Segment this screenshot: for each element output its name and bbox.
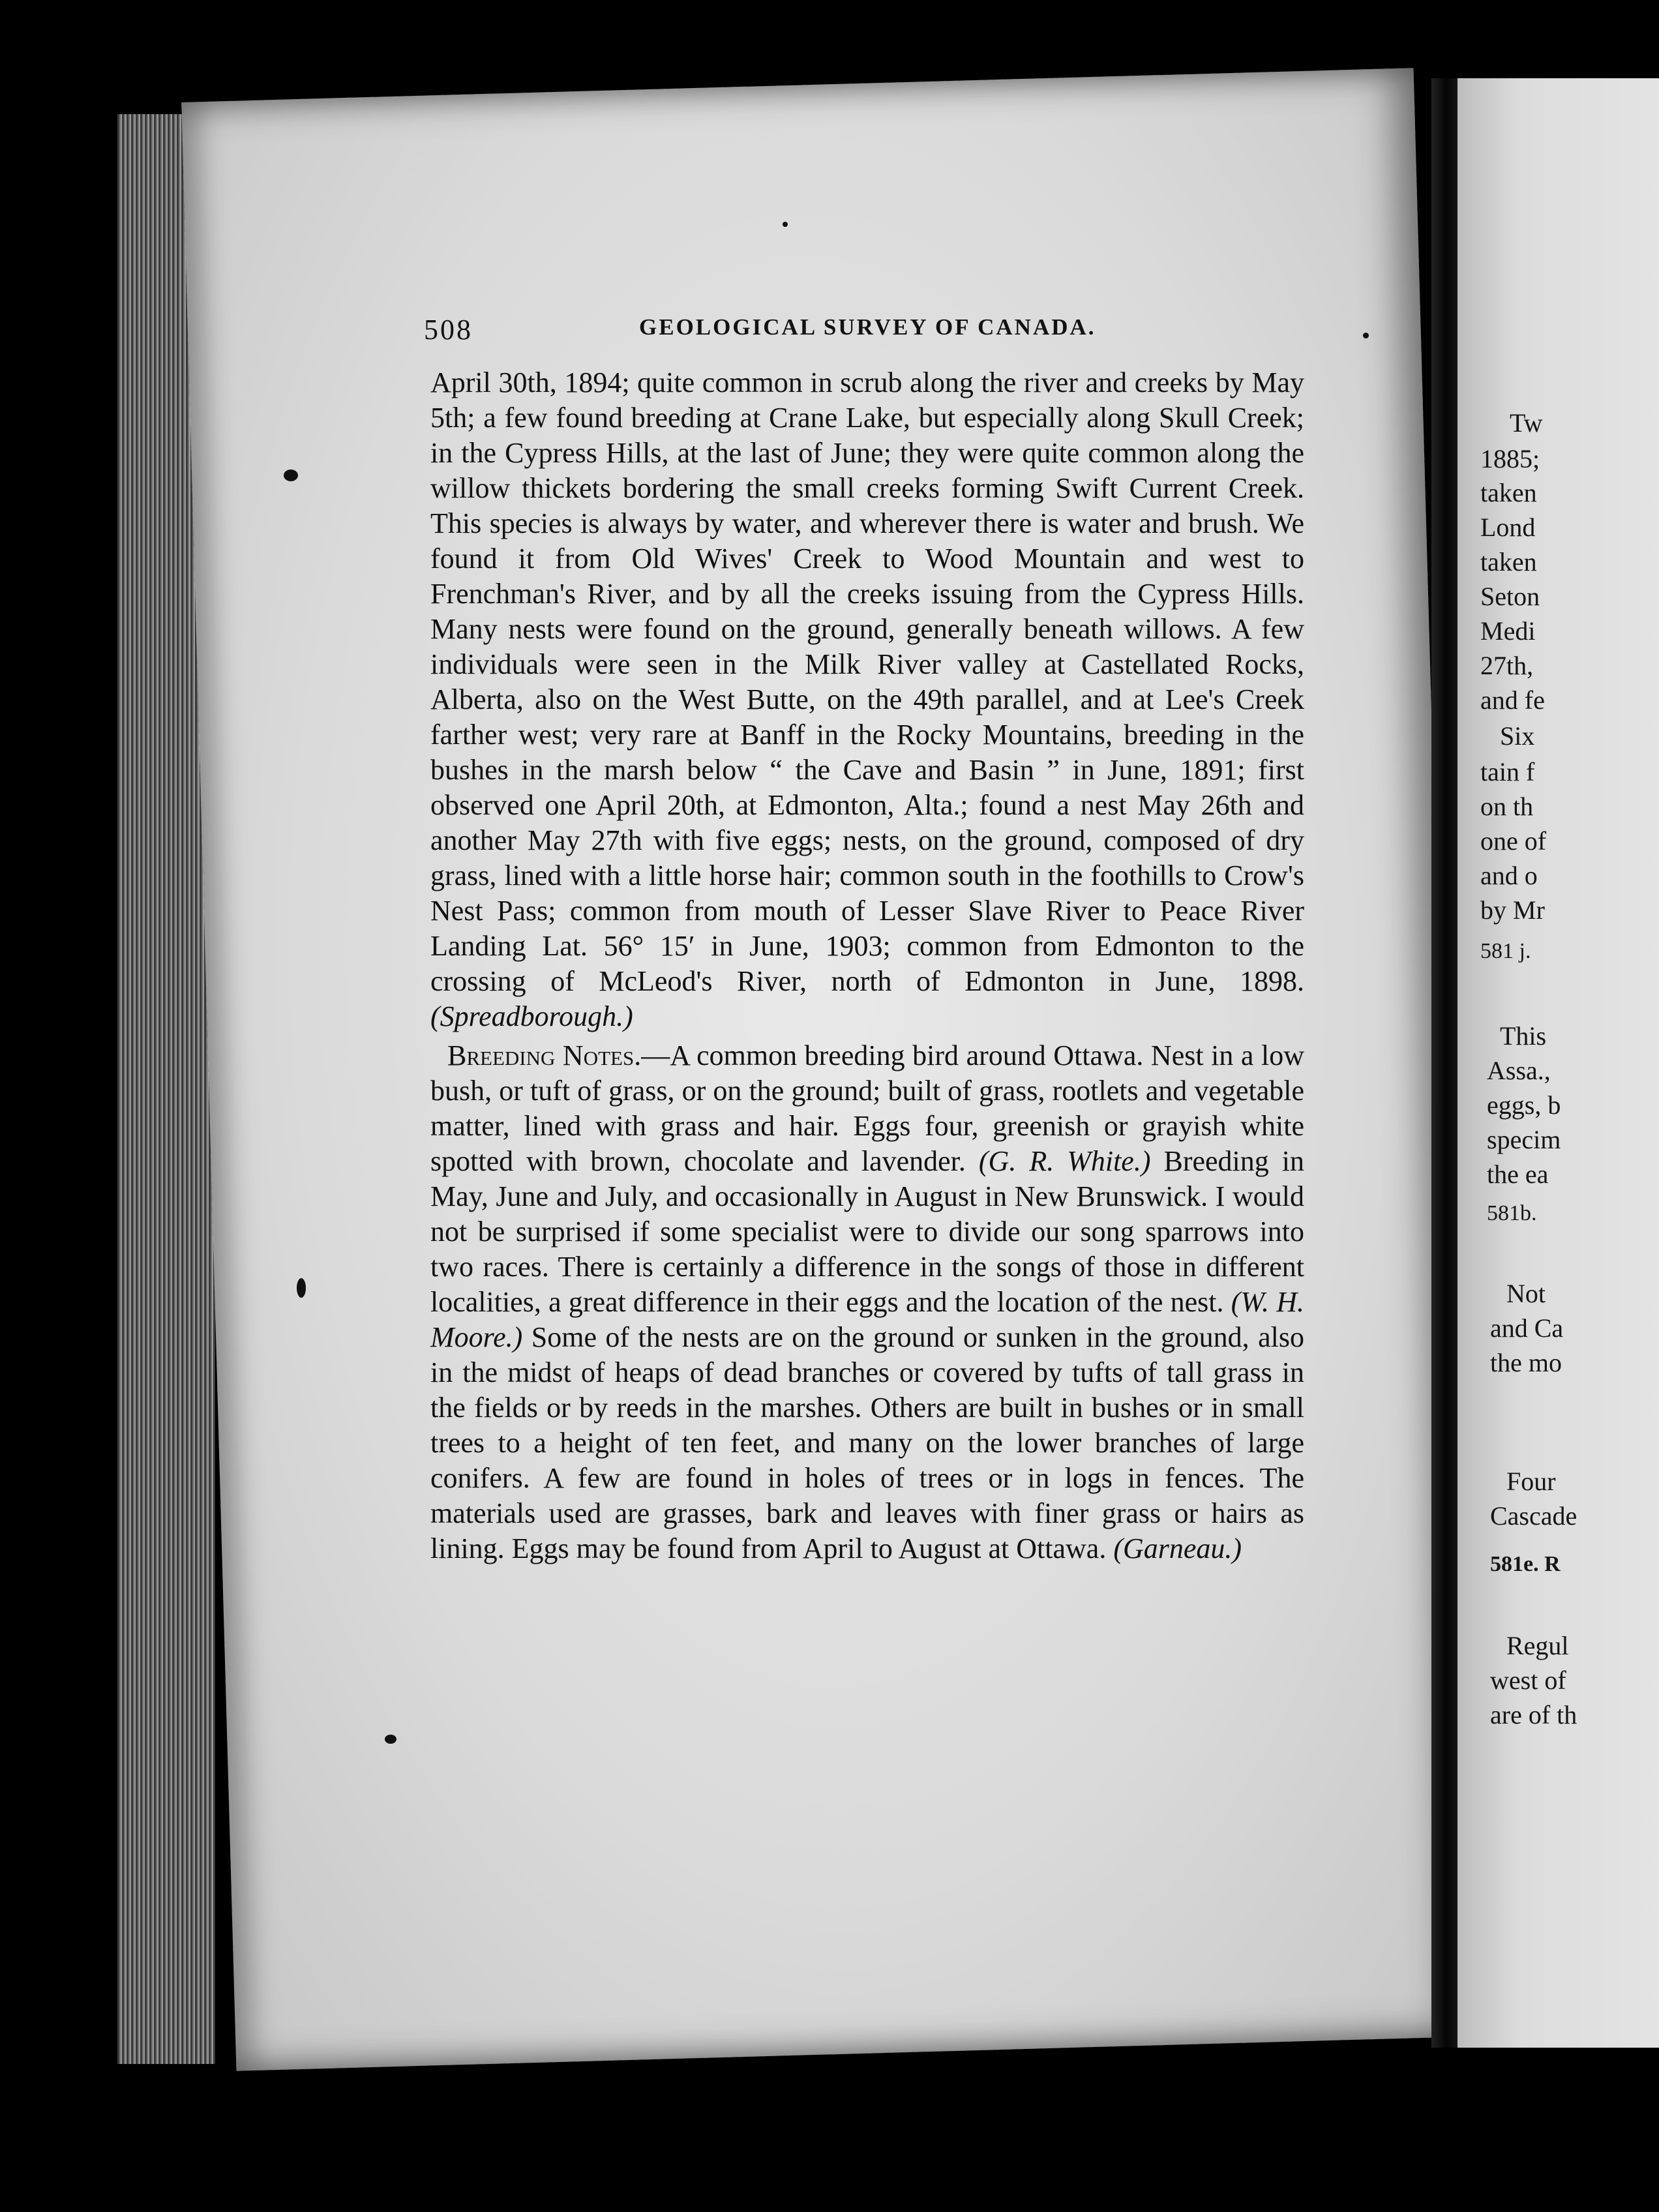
right-fragment: specim bbox=[1487, 1125, 1561, 1154]
paragraph-distribution bbox=[430, 365, 1304, 1034]
book-gutter bbox=[1431, 78, 1461, 2048]
right-fragment: the mo bbox=[1490, 1348, 1562, 1377]
right-fragment: Cascade bbox=[1490, 1501, 1577, 1531]
right-fragment: tain f bbox=[1480, 757, 1535, 786]
page-number: 508 bbox=[424, 314, 473, 346]
citation: (G. R. White.) bbox=[978, 1145, 1151, 1177]
running-head: GEOLOGICAL SURVEY OF CANADA. bbox=[639, 314, 1096, 340]
right-fragment: This bbox=[1500, 1021, 1547, 1051]
right-fragment: Tw bbox=[1510, 408, 1543, 438]
right-fragment: the ea bbox=[1487, 1159, 1549, 1189]
right-fragment: Six bbox=[1500, 721, 1535, 751]
page-content bbox=[222, 130, 1330, 1570]
body-text bbox=[430, 365, 1304, 1566]
scan-speck bbox=[1363, 333, 1369, 338]
right-fragment: Not bbox=[1506, 1279, 1546, 1308]
right-fragment: 581b. bbox=[1487, 1201, 1537, 1225]
right-fragment: Four bbox=[1506, 1467, 1556, 1496]
scan-speck bbox=[385, 1735, 396, 1744]
right-fragment: taken bbox=[1480, 478, 1537, 507]
right-fragment: Seton bbox=[1480, 582, 1540, 611]
right-fragment: 27th, bbox=[1480, 651, 1534, 680]
paragraph-text: April 30th, 1894; quite common in scrub along the river and creeks by May 5th; a few found breeding at Crane Lake, but especially along Skull Creek; in the Cypress Hills, at the last of June; they were quite common along the willow thickets bordering the small creeks forming Swift Current Creek. This species is always by water, and wherever there is water and brush. We found it from Old Wives' Creek to Wood Mountain and west to Frenchman's River, and by all the creeks issuing from the Cypress Hills. Many nests were found on the ground, generally beneath willows. A few individuals were seen in the Milk River valley at Castellated Rocks, Alberta, also on the West Butte, on the 49th parallel, and at Lee's Creek farther west; very rare at Banff in the Rocky Mountains, breeding in the bushes in the marsh below “ the Cave and Basin ” in June, 1891; first observed one April 20th, at Edmonton, Alta.; found a nest May 26th and another May 27th with five eggs; nests, on the ground, composed of dry grass, lined with a little horse hair; common south in the foothills to Crow's Nest Pass; common from mouth of Lesser Slave River to Peace River Landing Lat. 56° 15′ in June, 1903; common from Edmonton to the crossing of McLeod's River, north of Edmonton in June, 1898. bbox=[430, 366, 1304, 997]
right-fragment: and fe bbox=[1480, 685, 1545, 715]
right-fragment: and Ca bbox=[1490, 1313, 1564, 1343]
right-fragment: on th bbox=[1480, 792, 1534, 821]
paragraph-text: —A common breeding bird around Ottawa. Nest in a low bush, or tuft of grass, or on the ground; built of grass, rootlets and vegetable matter, lined with grass and hair. Eggs four, greenish or grayish white spotted with brown, chocolate and lavender. bbox=[430, 1039, 1304, 1177]
citation: (Garneau.) bbox=[1113, 1532, 1242, 1564]
scan-speck bbox=[284, 470, 298, 481]
right-fragment: 581e. R bbox=[1490, 1552, 1561, 1576]
paragraph-breeding-notes bbox=[430, 1038, 1304, 1566]
scan-speck bbox=[297, 1278, 306, 1298]
right-fragment: by Mr bbox=[1480, 895, 1545, 925]
right-page bbox=[1457, 78, 1659, 2048]
right-fragment: Medi bbox=[1480, 616, 1536, 646]
section-heading: Breeding Notes. bbox=[447, 1039, 642, 1071]
right-fragment: Assa., bbox=[1487, 1056, 1551, 1085]
right-fragment: 581 j. bbox=[1480, 939, 1531, 963]
right-fragment: one of bbox=[1480, 826, 1547, 856]
paragraph-text: Some of the nests are on the ground or sunken in the ground, also in the midst of heaps of dead branches or covered by tufts of tall grass in the fields or by reeds in the marshes. Others are built in bushes or in small trees to a height of ten feet, and many on the lower branches of large conifers. A few are found in holes of trees or in logs in fences. The materials used are grasses, bark and leaves with finer grass or hairs as lining. Eggs may be found from April to August at Ottawa. bbox=[430, 1321, 1304, 1564]
right-fragment: eggs, b bbox=[1487, 1090, 1561, 1120]
right-fragment: taken bbox=[1480, 547, 1537, 576]
citation: (Spreadborough.) bbox=[430, 1000, 633, 1032]
right-fragment: Regul bbox=[1506, 1631, 1569, 1660]
right-fragment: west of bbox=[1490, 1666, 1566, 1695]
scan-speck bbox=[783, 222, 788, 227]
right-fragment: are of th bbox=[1490, 1700, 1577, 1729]
right-fragment: and o bbox=[1480, 861, 1538, 890]
citation: (W. H. Moore.) bbox=[430, 1286, 1305, 1353]
right-fragment: Lond bbox=[1480, 513, 1536, 542]
right-fragment: 1885; bbox=[1480, 444, 1540, 473]
page-header bbox=[424, 313, 1330, 365]
paragraph-text: Breeding in May, June and July, and occasionally in August in New Brunswick. I would not be surprised if some specialist were to divide our song sparrows into two races. There is certainly a difference in the songs of those in different localities, a great difference in their eggs and the location of the nest. bbox=[430, 1145, 1304, 1318]
